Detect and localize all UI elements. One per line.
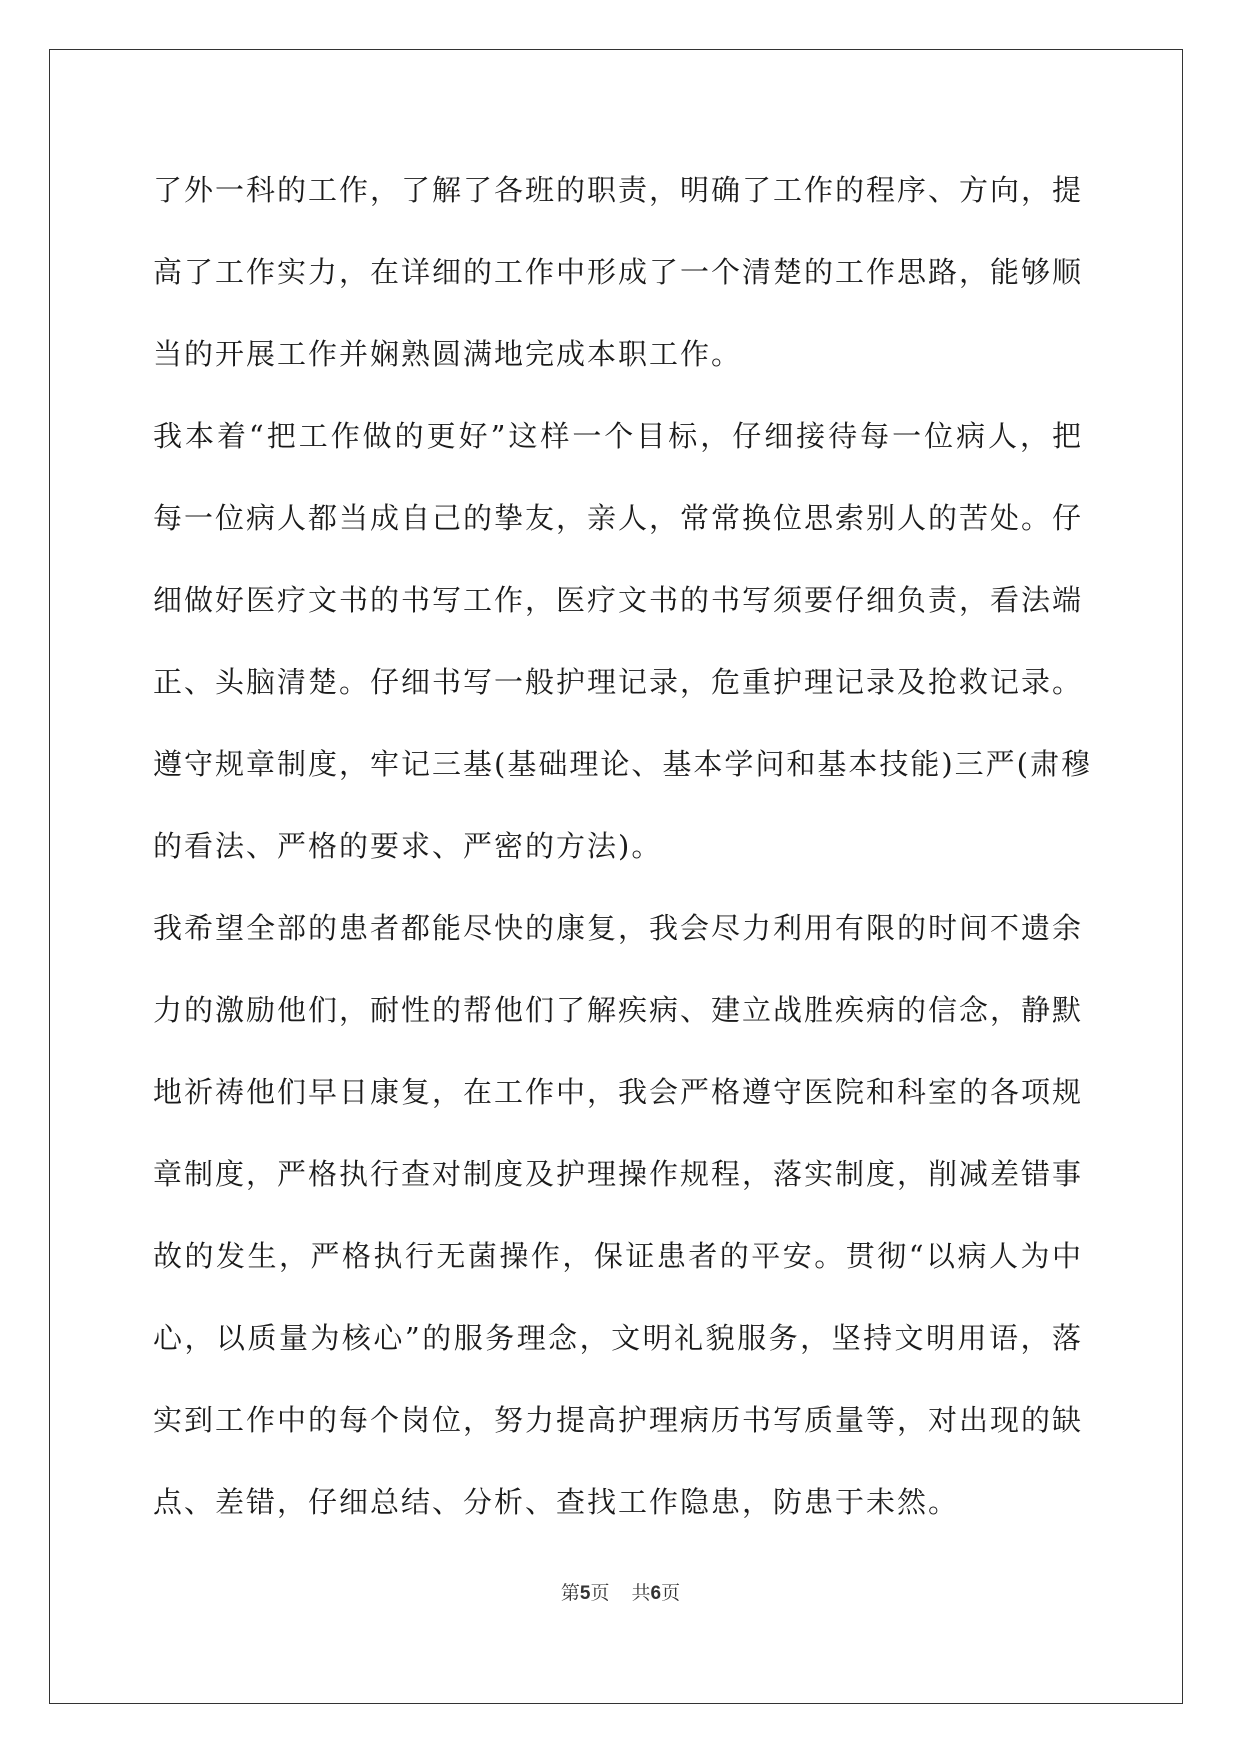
text-line: 正、头脑清楚。仔细书写一般护理记录，危重护理记录及抢救记录。 bbox=[153, 665, 1084, 699]
text-line: 了外一科的工作，了解了各班的职责，明确了工作的程序、方向，提 bbox=[153, 173, 1084, 207]
footer-prefix: 第 bbox=[560, 1582, 580, 1604]
text-line: 的看法、严格的要求、严密的方法)。 bbox=[153, 829, 663, 863]
page-footer bbox=[0, 1578, 1241, 1605]
text-line: 地祈祷他们早日康复，在工作中，我会严格遵守医院和科室的各项规 bbox=[153, 1075, 1084, 1109]
text-line: 章制度，严格执行查对制度及护理操作规程，落实制度，削减差错事 bbox=[153, 1157, 1084, 1191]
footer-total-prefix: 共 bbox=[631, 1582, 651, 1604]
text-line: 每一位病人都当成自己的挚友，亲人，常常换位思索别人的苦处。仔 bbox=[153, 501, 1084, 535]
text-line: 细做好医疗文书的书写工作，医疗文书的书写须要仔细负责，看法端 bbox=[153, 583, 1084, 617]
footer-page-label: 页 bbox=[590, 1582, 610, 1604]
total-pages-number: 6 bbox=[650, 1583, 662, 1604]
footer-total-suffix: 页 bbox=[661, 1582, 681, 1604]
document-body bbox=[153, 160, 1092, 1554]
text-line: 遵守规章制度，牢记三基(基础理论、基本学问和基本技能)三严(肃穆 bbox=[153, 747, 1092, 781]
text-line: 点、差错，仔细总结、分析、查找工作隐患，防患于未然。 bbox=[153, 1485, 960, 1519]
text-line: 当的开展工作并娴熟圆满地完成本职工作。 bbox=[153, 337, 743, 371]
current-page-number: 5 bbox=[579, 1583, 591, 1604]
text-line: 力的激励他们，耐性的帮他们了解疾病、建立战胜疾病的信念，静默 bbox=[153, 993, 1084, 1027]
text-line: 我希望全部的患者都能尽快的康复，我会尽力利用有限的时间不遗余 bbox=[153, 911, 1084, 945]
text-line: 我本着“把工作做的更好”这样一个目标，仔细接待每一位病人，把 bbox=[153, 419, 1083, 453]
text-line: 故的发生，严格执行无菌操作，保证患者的平安。贯彻“以病人为中 bbox=[153, 1239, 1083, 1273]
text-line: 心，以质量为核心”的服务理念，文明礼貌服务，坚持文明用语，落 bbox=[153, 1321, 1083, 1355]
text-line: 高了工作实力，在详细的工作中形成了一个清楚的工作思路，能够顺 bbox=[153, 255, 1084, 289]
text-line: 实到工作中的每个岗位，努力提高护理病历书写质量等，对出现的缺 bbox=[153, 1403, 1084, 1437]
